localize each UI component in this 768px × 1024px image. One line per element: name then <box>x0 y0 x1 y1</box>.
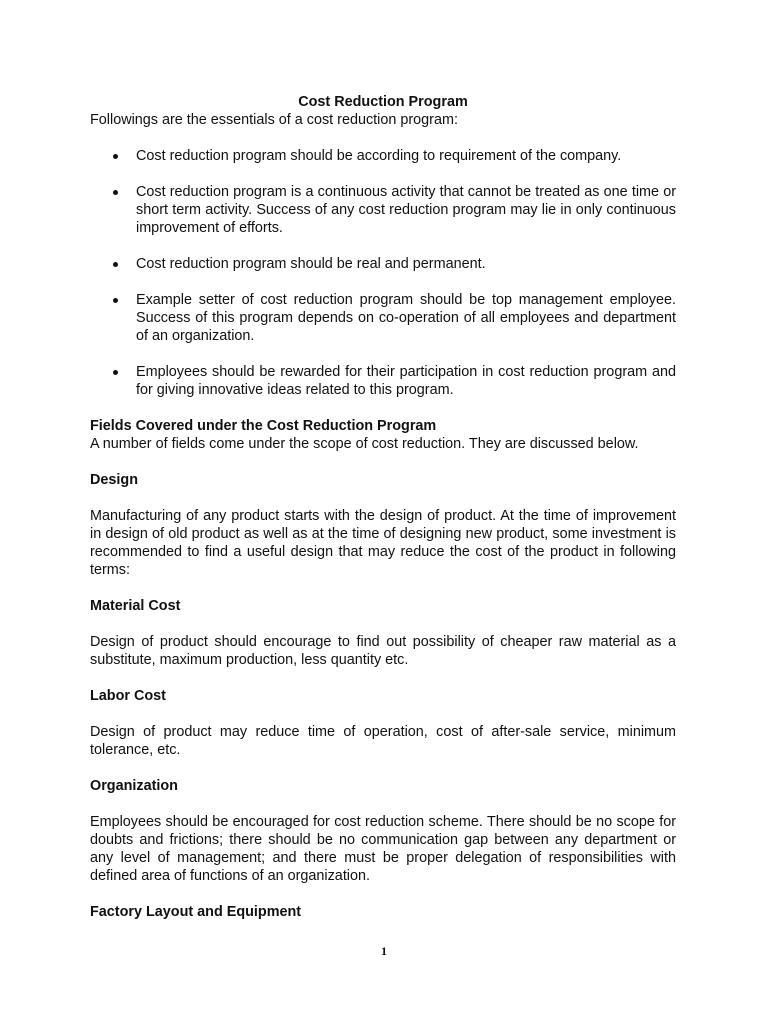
bullet-icon <box>113 154 118 159</box>
list-item-text: Cost reduction program should be real and permanent. <box>136 256 486 272</box>
list-item-text: Cost reduction program should be according to requirement of the company. <box>136 148 622 164</box>
bullet-icon <box>113 262 118 267</box>
list-item <box>90 255 676 273</box>
section-heading-organization: Organization <box>90 778 178 794</box>
section-body-organization: Employees should be encouraged for cost reduction scheme. There should be no scope for doubts and frictions; there should be no communication gap between any department or any level of management; and there must be proper delegation of responsibilities with defined area of functions of an organization. <box>90 814 676 884</box>
document-body <box>90 93 676 921</box>
list-item-text: Example setter of cost reduction program should be top management employee. Success of this program depends on co-operation of all employees and department of an organization. <box>136 292 676 344</box>
section-heading-labor-cost: Labor Cost <box>90 688 166 704</box>
bullet-icon <box>113 190 118 195</box>
list-item <box>90 183 676 237</box>
essentials-list <box>90 147 676 399</box>
list-item-text: Cost reduction program is a continuous activity that cannot be treated as one time or short term activity. Success of any cost reduction program may lie in only continuous improvement of efforts. <box>136 184 676 236</box>
section-body-labor-cost: Design of product may reduce time of operation, cost of after-sale service, minimum tolerance, etc. <box>90 724 676 758</box>
bullet-icon <box>113 298 118 303</box>
section-body-design: Manufacturing of any product starts with the design of product. At the time of improvement in design of old product as well as at the time of designing new product, some investment is recommended to find a useful design that may reduce the cost of the product in following terms: <box>90 508 676 578</box>
page-number: 1 <box>381 944 387 958</box>
section-heading-factory-layout: Factory Layout and Equipment <box>90 904 302 920</box>
list-item <box>90 147 676 165</box>
intro-paragraph: Followings are the essentials of a cost reduction program: <box>90 112 458 128</box>
section-heading-design: Design <box>90 472 138 488</box>
fields-intro: A number of fields come under the scope of cost reduction. They are discussed below. <box>90 436 639 452</box>
fields-heading: Fields Covered under the Cost Reduction Program <box>90 418 437 434</box>
section-body-material-cost: Design of product should encourage to find out possibility of cheaper raw material as a substitute, maximum production, less quantity etc. <box>90 634 676 668</box>
bullet-icon <box>113 370 118 375</box>
list-item <box>90 363 676 399</box>
list-item <box>90 291 676 345</box>
section-heading-material-cost: Material Cost <box>90 598 181 614</box>
list-item-text: Employees should be rewarded for their participation in cost reduction program and for giving innovative ideas related to this program. <box>136 364 676 398</box>
document-title: Cost Reduction Program <box>298 94 468 110</box>
